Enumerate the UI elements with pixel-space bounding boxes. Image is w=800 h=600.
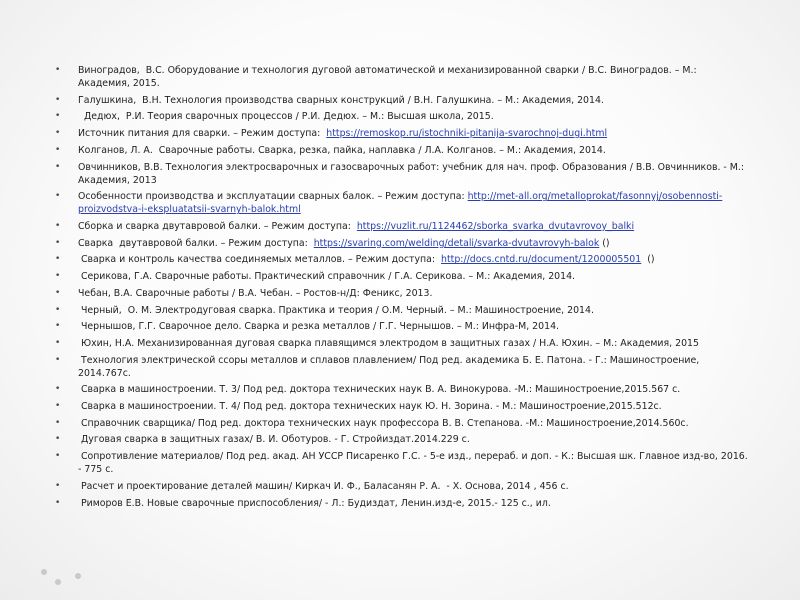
decoration-dot: [55, 579, 61, 585]
reference-text: Сварка и контроль качества соединяемых металлов. – Режим доступа:: [78, 254, 442, 266]
reference-list: [55, 64, 750, 513]
reference-item: [55, 450, 750, 476]
decoration-dot: [75, 573, 81, 579]
reference-text: Галушкина, В.Н. Технология производства сварных конструкций / В.Н. Галушкина. – М.: Академия, 2014.: [78, 94, 604, 106]
reference-text: Расчет и проектирование деталей машин/ Киркач И. Ф., Баласанян Р. А. - Х. Основа, 2014 , 456 с.: [78, 480, 569, 492]
reference-text: Юхин, Н.А. Механизированная дуговая сварка плавящимся электродом в защитных газах / Н.А. Юхин. – М.: Академия, 2015: [78, 337, 699, 349]
reference-text: Колганов, Л. А. Сварочные работы. Сварка, резка, пайка, наплавка / Л.А. Колганов. – М.: Академия, 2014.: [78, 144, 606, 156]
reference-text: Серикова, Г.А. Сварочные работы. Практический справочник / Г.А. Серикова. – М.: Академия, 2014.: [78, 271, 576, 283]
reference-item: [55, 64, 750, 90]
reference-item: [55, 354, 750, 380]
reference-link[interactable]: https://remoskop.ru/istochniki-pitanija-svarochnoj-dugi.html: [326, 128, 608, 140]
reference-text: Особенности производства и эксплуатации сварных балок. – Режим доступа:: [78, 191, 468, 203]
reference-item: [55, 417, 750, 430]
reference-text: Виноградов, В.С. Оборудование и технология дуговой автоматической и механизированной сварки / В.С. Виноградов. – М.: Академия, 2015.: [78, 65, 700, 90]
reference-item: [55, 144, 750, 157]
reference-text: Чернышов, Г.Г. Сварочное дело. Сварка и резка металлов / Г.Г. Чернышов. – М.: Инфра-М, 2014.: [78, 321, 560, 333]
reference-link[interactable]: http://docs.cntd.ru/document/1200005501: [441, 254, 642, 266]
reference-item: [55, 253, 750, 266]
reference-item: [55, 433, 750, 446]
reference-link[interactable]: https://vuzlit.ru/1124462/sborka_svarka_dvutavrovoy_balki: [356, 221, 635, 233]
decoration-dot: [41, 569, 47, 575]
reference-item: [55, 480, 750, 493]
reference-item: [55, 190, 750, 216]
reference-item: [55, 497, 750, 510]
reference-item: [55, 304, 750, 317]
reference-item: [55, 220, 750, 233]
reference-text: Сварка двутавровой балки. – Режим доступа:: [78, 237, 314, 249]
reference-item: [55, 270, 750, 283]
reference-text: Риморов Е.В. Новые сварочные приспособления/ - Л.: Будиздат, Ленин.изд-е, 2015.- 125 с., ил.: [78, 497, 551, 509]
reference-text: Сопротивление материалов/ Под ред. акад. АН УССР Писаренко Г.С. - 5-е изд., перераб. и доп. - К.: Высшая шк. Главное изд-во, 2016. - 775 с.: [78, 451, 751, 476]
reference-text: Технология электрической ссоры металлов и сплавов плавлением/ Под ред. академика Б. Е. Патона. - Г.: Машиностроение, 2014.767с.: [78, 354, 703, 379]
reference-text: Сборка и сварка двутавровой балки. – Режим доступа:: [78, 221, 357, 233]
reference-text: Сварка в машиностроении. Т. 4/ Под ред. доктора технических наук Ю. Н. Зорина. - М.: Машиностроение,2015.512с.: [78, 401, 662, 413]
reference-link[interactable]: https://svaring.com/welding/detali/svarka-dvutavrovyh-balok: [313, 237, 600, 249]
reference-link[interactable]: http://met-all.org/metalloprokat/fasonnyj/osobennosti-proizvodstva-i-ekspluatatsii-svarnyh-balok.html: [78, 191, 723, 216]
reference-item: [55, 94, 750, 107]
reference-item: [55, 337, 750, 350]
reference-item: [55, 287, 750, 300]
reference-text: Источник питания для сварки. – Режим доступа:: [78, 128, 327, 140]
reference-text: Дуговая сварка в защитных газах/ В. И. Оботуров. - Г. Стройиздат.2014.229 с.: [78, 434, 470, 446]
reference-item: [55, 127, 750, 140]
reference-item: [55, 237, 750, 250]
reference-item: [55, 400, 750, 413]
reference-item: [55, 110, 750, 123]
reference-item: [55, 320, 750, 333]
reference-text: Чебан, В.А. Сварочные работы / В.А. Чебан. – Ростов-н/Д: Феникс, 2013.: [78, 287, 433, 299]
reference-item: [55, 383, 750, 396]
reference-text: Черный, О. М. Электродуговая сварка. Практика и теория / О.М. Черный. – М.: Машиностроение, 2014.: [78, 304, 594, 316]
reference-suffix: (): [599, 237, 610, 249]
reference-text: Сварка в машиностроении. Т. 3/ Под ред. доктора технических наук В. А. Винокурова. -М.: Машиностроение,2015.567 с.: [78, 384, 681, 396]
reference-text: Овчинников, В.В. Технология электросварочных и газосварочных работ: учебник для нач. проф. Образования / В.В. Овчинников. - М.: Академия, 2013: [78, 161, 747, 186]
reference-text: Дедюх, Р.И. Теория сварочных процессов / Р.И. Дедюх. – М.: Высшая школа, 2015.: [78, 111, 494, 123]
reference-suffix: (): [641, 254, 655, 266]
reference-text: Справочник сварщика/ Под ред. доктора технических наук профессора В. В. Степанова. -М.: Машиностроение,2014.560с.: [78, 417, 689, 429]
reference-item: [55, 161, 750, 187]
